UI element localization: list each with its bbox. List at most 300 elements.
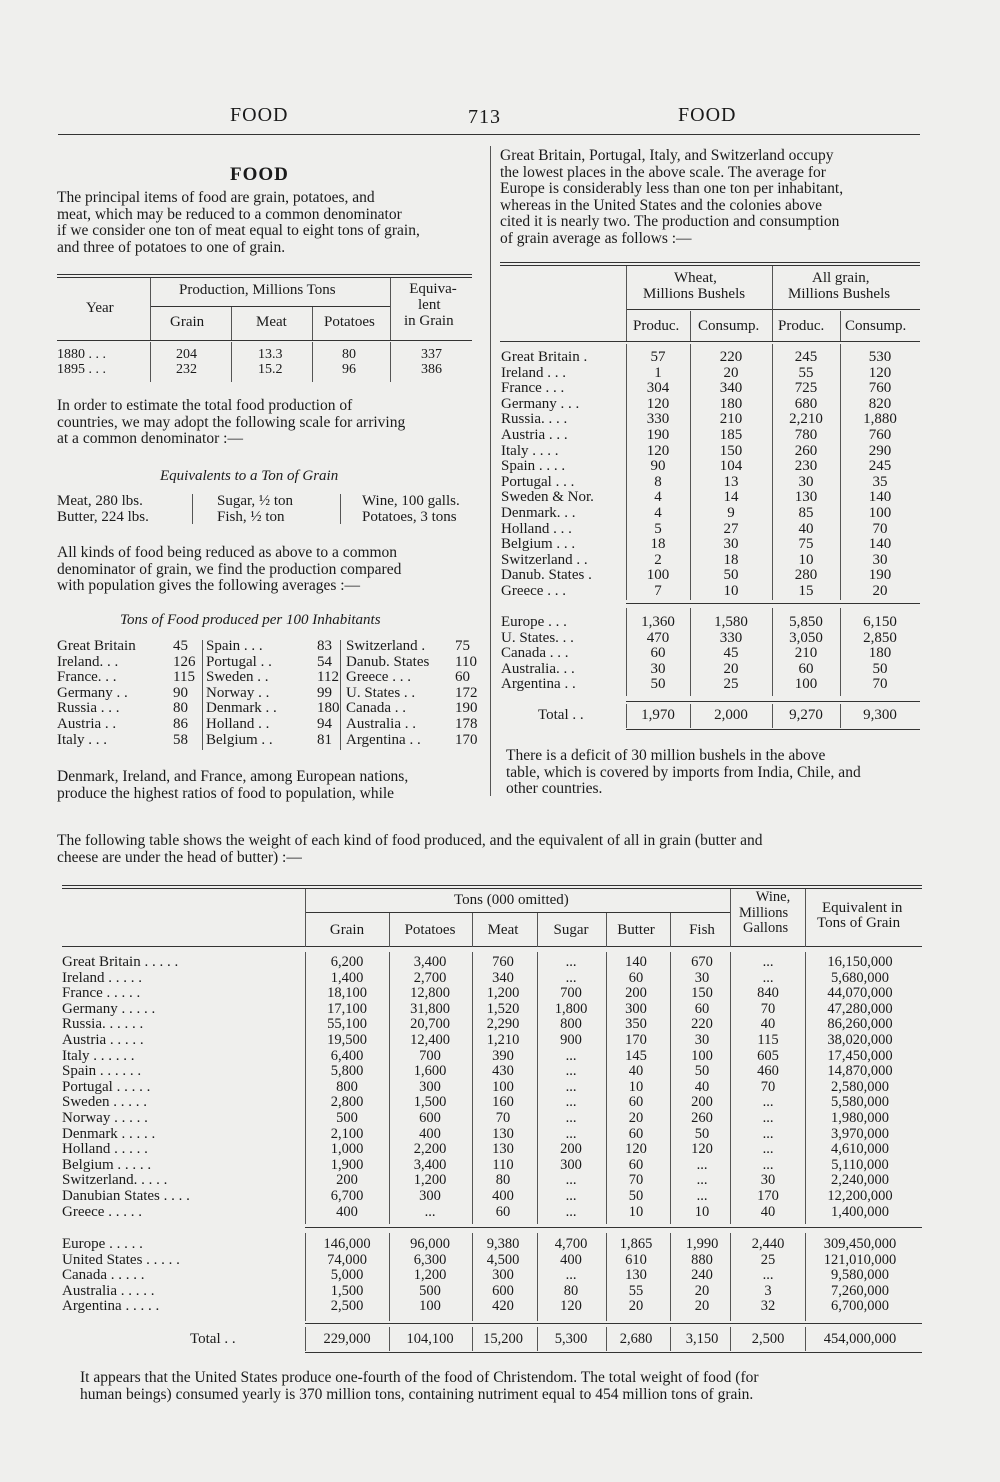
grain-row-label: Greece . . . <box>501 583 566 599</box>
grain-cell: 190 <box>646 427 670 443</box>
grain-cell: 725 <box>794 380 818 397</box>
food-cell: 840 <box>757 985 779 1002</box>
food-cell: 2,100 <box>330 1125 364 1142</box>
grain-cell: 30 <box>723 536 739 553</box>
food-cell: 400 <box>492 1188 514 1204</box>
food-cell: ... <box>565 1267 577 1284</box>
food-cell: 600 <box>492 1282 514 1299</box>
food-cell: 30 <box>760 1172 776 1189</box>
grain-cell: 75 <box>798 536 814 553</box>
food-cell: 80 <box>495 1172 511 1189</box>
col-fish: Fish <box>689 922 715 938</box>
grain-cell: 40 <box>798 520 814 537</box>
grain-cell: 30 <box>798 473 814 490</box>
food-cell: 170 <box>625 1032 647 1048</box>
grain-cell: 1,360 <box>641 614 675 630</box>
grain-cell: 35 <box>872 473 888 490</box>
grain-cell: 10 <box>723 583 739 599</box>
food-cell: 2,700 <box>413 969 447 986</box>
tons-value: 178 <box>455 716 478 732</box>
column-divider <box>490 146 491 796</box>
food-cell: 6,700 <box>330 1188 364 1204</box>
tons-country: Belgium . . <box>206 731 273 748</box>
food-cell: 1,520 <box>486 1000 520 1017</box>
food-cell: 390 <box>492 1047 514 1064</box>
food-total-cell: 3,150 <box>685 1331 719 1347</box>
tons-value: 115 <box>173 669 195 686</box>
food-cell: 32 <box>760 1298 776 1315</box>
food-cell: 400 <box>419 1125 441 1142</box>
food-cell: 20 <box>628 1110 644 1126</box>
col-meat: Meat <box>487 922 519 938</box>
food-cell: 170 <box>757 1188 779 1204</box>
food-cell: 420 <box>492 1298 514 1315</box>
food-cell: 200 <box>336 1172 358 1189</box>
table-rule <box>626 701 920 702</box>
column-rule <box>730 889 731 947</box>
food-cell: 2,200 <box>413 1141 447 1158</box>
food-total-cell: 2,500 <box>751 1331 785 1347</box>
col-consump: Consump. <box>845 318 907 334</box>
grain-cell: 820 <box>868 395 892 412</box>
food-cell: ... <box>565 1078 577 1095</box>
closing-paragraph: It appears that the United States produce one-fourth of the food of Christendom. The total weight of food (for human beings) consumed yearly is 370 million tons, containing nutriment equal to 454 million tons of grain. <box>80 1369 759 1403</box>
grain-cell: 8 <box>654 473 662 490</box>
grain-cell: 340 <box>719 380 743 397</box>
grain-cell: 780 <box>794 427 818 443</box>
food-cell: 1,800 <box>554 1000 588 1017</box>
food-cell: 60 <box>628 969 644 986</box>
food-cell: 30 <box>694 969 710 986</box>
grain-cell: 1,880 <box>863 411 897 428</box>
grain-cell: 70 <box>872 520 888 537</box>
food-cell: 1,000 <box>330 1141 364 1158</box>
col-potatoes: Potatoes <box>324 314 375 330</box>
food-total-cell: 2,680 <box>619 1331 653 1347</box>
food-cell: 800 <box>336 1078 358 1095</box>
grain-cell: 30 <box>650 660 666 677</box>
intro-paragraph: The principal items of food are grain, potatoes, and meat, which may be reduced to a common denominator if we consider one ton of meat equal to eight tons of grain, and three of potatoes to one of grain. <box>57 189 420 256</box>
grain-cell: 330 <box>719 629 743 646</box>
tons-country: Portugal . . <box>206 653 272 670</box>
food-cell: 240 <box>691 1267 713 1284</box>
grain-cell: 245 <box>794 349 818 365</box>
food-cell: 10 <box>628 1078 644 1095</box>
tons-value: 110 <box>455 653 477 670</box>
column-rule <box>840 344 841 600</box>
section-title: FOOD <box>230 164 289 185</box>
food-cell: 300 <box>419 1188 441 1204</box>
food-row-label: Russia. . . . . . <box>62 1016 144 1033</box>
food-row-label: Europe . . . . . <box>62 1236 143 1252</box>
food-cell: 40 <box>760 1016 776 1033</box>
food-cell: ... <box>762 969 774 986</box>
food-cell: 1,980,000 <box>831 1110 889 1126</box>
grain-cell: 50 <box>650 676 666 693</box>
food-cell: 1,210 <box>486 1032 520 1048</box>
tons-country: Argentina . . <box>346 731 421 748</box>
food-row-label: Germany . . . . . <box>62 1000 156 1017</box>
food-cell: 1,900 <box>330 1156 364 1173</box>
tons-value: 83 <box>317 638 332 654</box>
food-cell: 2,580,000 <box>831 1078 889 1095</box>
grain-cell: 330 <box>646 411 670 428</box>
tons-country: Australia . . <box>346 716 416 732</box>
food-cell: 4,700 <box>554 1236 588 1252</box>
row-year: 1895 . . . <box>57 362 106 377</box>
column-rule <box>626 266 627 341</box>
grain-cell: 7 <box>654 583 662 599</box>
tons-per-100-title: Tons of Food produced per 100 Inhabitants <box>120 612 381 628</box>
food-cell: 6,700,000 <box>831 1298 889 1315</box>
grain-cell: 18 <box>650 536 666 553</box>
grain-cell: 530 <box>868 349 892 365</box>
food-cell: 140 <box>625 954 647 970</box>
food-cell: 300 <box>492 1267 514 1284</box>
food-cell: 96,000 <box>410 1236 450 1252</box>
food-cell: 120 <box>625 1141 647 1158</box>
food-cell: 9,580,000 <box>831 1267 889 1284</box>
food-cell: 350 <box>625 1016 647 1033</box>
food-cell: 145 <box>625 1047 647 1064</box>
food-cell: 220 <box>691 1016 713 1033</box>
food-cell: 10 <box>628 1203 644 1220</box>
food-cell: 5,580,000 <box>831 1094 889 1111</box>
food-row-label: Switzerland. . . . . <box>62 1172 168 1189</box>
column-rule <box>340 640 341 750</box>
col-sugar: Sugar <box>553 922 589 938</box>
tons-value: 99 <box>317 684 332 701</box>
food-cell: 30 <box>694 1032 710 1048</box>
running-head-right: FOOD <box>678 104 737 126</box>
grain-row-label: Canada . . . <box>501 645 569 662</box>
food-cell: 14,870,000 <box>827 1063 893 1080</box>
food-row-label: Danubian States . . . . <box>62 1188 190 1204</box>
food-cell: 55 <box>628 1282 644 1299</box>
grain-cell: 1 <box>654 364 662 381</box>
food-cell: 60 <box>628 1125 644 1142</box>
grain-cell: 9 <box>727 505 735 521</box>
grain-cell: 140 <box>868 489 892 506</box>
food-cell: 300 <box>625 1000 647 1017</box>
col-produc: Produc. <box>778 318 825 334</box>
grain-cell: 120 <box>646 442 670 459</box>
food-cell: 1,600 <box>413 1063 447 1080</box>
food-cell: 500 <box>419 1282 441 1299</box>
food-cell: 20,700 <box>410 1016 450 1033</box>
food-cell: 115 <box>757 1032 779 1048</box>
food-row-label: Great Britain . . . . . <box>62 954 179 970</box>
food-cell: ... <box>696 1156 708 1173</box>
food-cell: 4,610,000 <box>831 1141 889 1158</box>
food-cell: ... <box>762 954 774 970</box>
grain-row-label: Europe . . . <box>501 614 567 630</box>
grain-cell: 230 <box>794 458 818 475</box>
food-cell: ... <box>565 1188 577 1204</box>
column-rule <box>606 913 607 947</box>
grain-cell: 100 <box>794 676 818 693</box>
food-cell: 300 <box>419 1078 441 1095</box>
deficit-paragraph: There is a deficit of 30 million bushels in the above table, which is covered by imports from India, Chile, and other countries. <box>506 747 861 797</box>
grain-cell: 304 <box>646 380 670 397</box>
food-cell: 38,020,000 <box>827 1032 893 1048</box>
column-rule <box>390 342 391 382</box>
tons-country: Ireland. . . <box>57 653 119 670</box>
food-cell: 40 <box>628 1063 644 1080</box>
table-rule <box>62 885 922 886</box>
all-grain-header: All grain, <box>812 270 870 286</box>
grain-row-label: Belgium . . . <box>501 536 576 553</box>
food-cell: 2,240,000 <box>831 1172 889 1189</box>
grain-row-label: Spain . . . . <box>501 458 566 475</box>
grain-total-cell: 9,270 <box>789 707 823 723</box>
food-cell: 17,100 <box>327 1000 367 1017</box>
grain-row-label: Austria . . . <box>501 427 568 443</box>
food-cell: 4,500 <box>486 1251 520 1268</box>
food-cell: 670 <box>691 954 713 970</box>
food-row-label: Italy . . . . . . <box>62 1047 135 1064</box>
grain-row-label: Switzerland . . <box>501 551 588 568</box>
tons-country: Italy . . . <box>57 731 107 748</box>
column-rule <box>690 704 691 728</box>
food-cell: 146,000 <box>323 1236 371 1252</box>
food-cell: 40 <box>760 1203 776 1220</box>
table-rule <box>626 603 920 604</box>
table-rule <box>305 1323 922 1324</box>
food-cell: 1,200 <box>413 1267 447 1284</box>
food-cell: 100 <box>492 1078 514 1095</box>
food-cell: 3 <box>764 1282 772 1299</box>
row-year: 1880 . . . <box>57 347 106 362</box>
grain-cell: 50 <box>723 567 739 584</box>
food-cell: 460 <box>757 1063 779 1080</box>
tons-value: 58 <box>173 731 188 748</box>
column-rule <box>840 311 841 341</box>
food-total-cell: 229,000 <box>323 1331 371 1347</box>
table-rule <box>500 341 920 342</box>
food-cell: 6,300 <box>413 1251 447 1268</box>
food-cell: 110 <box>492 1156 514 1173</box>
food-cell: 18,100 <box>327 985 367 1002</box>
food-cell: 2,290 <box>486 1016 520 1033</box>
grain-cell: 70 <box>872 676 888 693</box>
food-cell: 610 <box>625 1251 647 1268</box>
food-cell: 5,800 <box>330 1063 364 1080</box>
tons-value: 180 <box>317 700 340 717</box>
food-cell: 1,400,000 <box>831 1203 889 1220</box>
grain-cell: 3,050 <box>789 629 823 646</box>
food-cell: 309,450,000 <box>823 1236 897 1252</box>
tons-country: Great Britain <box>57 638 136 654</box>
grain-cell: 210 <box>719 411 743 428</box>
food-total-cell: 15,200 <box>483 1331 523 1347</box>
food-cell: 19,500 <box>327 1032 367 1048</box>
food-cell: 1,990 <box>685 1236 719 1252</box>
grain-cell: 25 <box>723 676 739 693</box>
table-rule <box>305 1352 922 1353</box>
table-rule <box>305 1227 922 1228</box>
food-cell: 605 <box>757 1047 779 1064</box>
column-rule <box>150 342 151 382</box>
grain-total-cell: 1,970 <box>641 707 675 723</box>
food-cell: 1,865 <box>619 1236 653 1252</box>
food-row-label: Austria . . . . . <box>62 1032 144 1048</box>
grain-cell: 180 <box>719 395 743 412</box>
food-cell: 400 <box>560 1251 582 1268</box>
food-cell: 17,450,000 <box>827 1047 893 1064</box>
food-cell: 12,800 <box>410 985 450 1002</box>
tons-value: 94 <box>317 716 332 732</box>
table-rule <box>626 309 920 310</box>
tons-country: Germany . . <box>57 684 128 701</box>
tons-country: Norway . . <box>206 684 270 701</box>
tons-value: 86 <box>173 716 188 732</box>
tons-country: Sweden . . <box>206 669 269 686</box>
tons-value: 54 <box>317 653 332 670</box>
food-cell: ... <box>696 1172 708 1189</box>
col-grain: Grain <box>170 314 205 330</box>
grain-cell: 2,210 <box>789 411 823 428</box>
tons-country: Denmark . . <box>206 700 277 717</box>
food-cell: 3,400 <box>413 1156 447 1173</box>
grain-cell: 57 <box>650 349 666 365</box>
tons-country: Spain . . . <box>206 638 263 654</box>
food-cell: 120 <box>691 1141 713 1158</box>
column-rule <box>772 608 773 696</box>
column-rule <box>626 704 627 728</box>
food-cell: 150 <box>691 985 713 1002</box>
grain-cell: 190 <box>868 567 892 584</box>
food-cell: 800 <box>560 1016 582 1033</box>
production-header: Production, Millions Tons <box>179 282 336 298</box>
food-cell: 44,070,000 <box>827 985 893 1002</box>
food-total-cell: 454,000,000 <box>823 1331 897 1347</box>
food-cell: 5,110,000 <box>831 1156 889 1173</box>
column-rule <box>626 608 627 696</box>
food-cell: 9,380 <box>486 1236 520 1252</box>
food-cell: 260 <box>691 1110 713 1126</box>
food-cell: ... <box>762 1141 774 1158</box>
denmark-paragraph: Denmark, Ireland, and France, among European nations, produce the highest ratios of food to population, while <box>57 768 409 802</box>
page-number: 713 <box>468 106 501 128</box>
column-rule <box>472 913 473 947</box>
food-cell: 20 <box>628 1298 644 1315</box>
table-rule <box>57 340 472 341</box>
grain-cell: 220 <box>719 349 743 365</box>
food-cell: 1,500 <box>330 1282 364 1299</box>
food-cell: 70 <box>760 1078 776 1095</box>
grain-cell: 90 <box>650 458 666 475</box>
column-rule <box>537 913 538 947</box>
food-cell: 50 <box>628 1188 644 1204</box>
kinds-paragraph: All kinds of food being reduced as above to a common denominator of grain, we find the production compared with population gives the following averages :— <box>57 544 402 594</box>
food-row-label: Argentina . . . . . <box>62 1298 160 1315</box>
food-cell: 600 <box>419 1110 441 1126</box>
column-rule <box>670 913 671 947</box>
food-cell: 5,680,000 <box>831 969 889 986</box>
grain-row-label: Great Britain . <box>501 349 588 365</box>
header-rule <box>58 134 920 135</box>
grain-cell: 100 <box>868 505 892 521</box>
tons-header: Tons (000 omitted) <box>454 892 569 908</box>
grain-row-label: Danub. States . <box>501 567 592 584</box>
tons-value: 172 <box>455 684 478 701</box>
tons-country: Austria . . <box>57 716 117 732</box>
food-cell: ... <box>762 1094 774 1111</box>
food-cell: 16,150,000 <box>827 954 893 970</box>
grain-row-label: Australia. . . <box>501 660 575 677</box>
tons-value: 75 <box>455 638 470 654</box>
grain-cell: 20 <box>723 660 739 677</box>
food-cell: 160 <box>492 1094 514 1111</box>
food-cell: 700 <box>560 985 582 1002</box>
food-cell: ... <box>565 1047 577 1064</box>
equivalent-header: Equiva- <box>409 281 457 297</box>
grain-cell: 60 <box>798 660 814 677</box>
food-cell: 31,800 <box>410 1000 450 1017</box>
food-cell: ... <box>762 1125 774 1142</box>
food-cell: 20 <box>694 1282 710 1299</box>
food-cell: 3,400 <box>413 954 447 970</box>
col-produc: Produc. <box>633 318 680 334</box>
food-cell: 1,500 <box>413 1094 447 1111</box>
grain-cell: 4 <box>654 505 662 521</box>
grain-row-label: France . . . <box>501 380 565 397</box>
column-rule <box>202 640 203 750</box>
food-cell: 80 <box>563 1282 579 1299</box>
grain-cell: 45 <box>723 645 739 662</box>
continuation-paragraph: Great Britain, Portugal, Italy, and Switzerland occupy the lowest places in the above scale. The average for Europe is considerably less than one ton per inhabitant, whereas in the United States and the colonies above cited it is nearly two. The production and consumption of grain average as follows :— <box>500 147 844 247</box>
food-cell: 6,400 <box>330 1047 364 1064</box>
grain-cell: 6,150 <box>863 614 897 630</box>
food-cell: 430 <box>492 1063 514 1080</box>
table-rule <box>62 888 922 889</box>
grain-cell: 85 <box>798 505 814 521</box>
food-cell: 12,400 <box>410 1032 450 1048</box>
food-row-label: Denmark . . . . . <box>62 1125 156 1142</box>
food-cell: 2,500 <box>330 1298 364 1315</box>
food-cell: ... <box>565 1110 577 1126</box>
food-row-label: Canada . . . . . <box>62 1267 145 1284</box>
grain-cell: 60 <box>650 645 666 662</box>
grain-row-label: U. States. . . <box>501 629 574 646</box>
grain-cell: 180 <box>868 645 892 662</box>
column-rule <box>840 704 841 728</box>
tons-value: 126 <box>173 653 196 670</box>
grain-cell: 140 <box>868 536 892 553</box>
grain-row-label: Denmark. . . <box>501 505 576 521</box>
grain-cell: 14 <box>723 489 739 506</box>
food-cell: 60 <box>495 1203 511 1220</box>
food-cell: 1,400 <box>330 969 364 986</box>
food-row-label: France . . . . . <box>62 985 141 1002</box>
table-rule <box>150 306 390 307</box>
grain-cell: 185 <box>719 427 743 443</box>
food-cell: ... <box>565 1094 577 1111</box>
col-meat: Meat <box>256 314 287 330</box>
food-cell: 47,280,000 <box>827 1000 893 1017</box>
following-paragraph: The following table shows the weight of each kind of food produced, and the equivalent of all in grain (butter and cheese are under the head of butter) :— <box>57 832 763 866</box>
grain-row-label: Portugal . . . <box>501 473 575 490</box>
column-rule <box>626 344 627 600</box>
grain-cell: 18 <box>723 551 739 568</box>
food-row-label: Australia . . . . . <box>62 1282 155 1299</box>
tons-value: 81 <box>317 731 332 748</box>
food-cell: ... <box>565 1125 577 1142</box>
estimate-paragraph: In order to estimate the total food production of countries, we may adopt the following scale for arriving at a common denominator :— <box>57 397 406 447</box>
food-row-label: Belgium . . . . . <box>62 1156 152 1173</box>
tons-value: 170 <box>455 731 478 748</box>
